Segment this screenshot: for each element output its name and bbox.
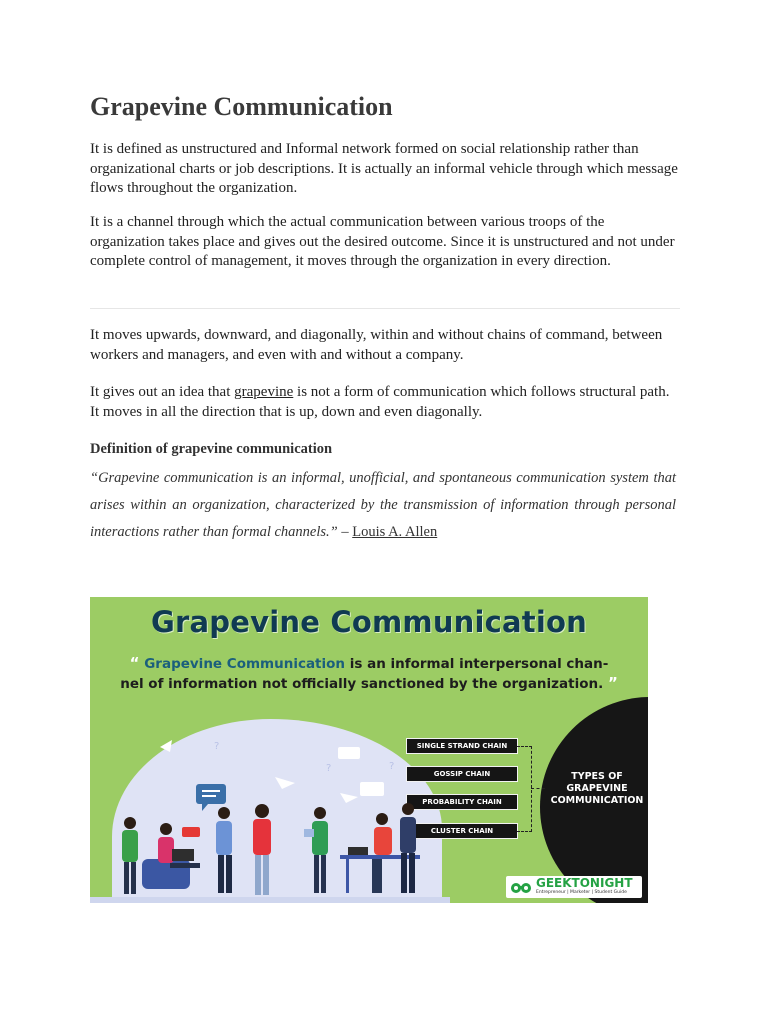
paragraph-4-text-end: is not a form of communication which follows structural path. It moves in all the direction that is up, down and even diagonally. bbox=[90, 384, 670, 420]
definition-quote bbox=[90, 465, 676, 546]
quote-highlight: Grapevine Communication bbox=[144, 656, 346, 672]
quote-close: ” bbox=[607, 674, 618, 692]
person-green bbox=[122, 817, 138, 894]
chain-probability: PROBABILITY CHAIN bbox=[406, 794, 518, 810]
divider bbox=[90, 308, 680, 309]
quote-rest: is an informal interpersonal chan- nel of information not officially sanctioned by the organization. bbox=[120, 656, 609, 692]
definition-quote-text: “Grapevine communication is an informal, unofficial, and spontaneous communication system that arises within an organization, characterized by the transmission of information through personal interactions rather than formal channels.” – bbox=[90, 470, 676, 540]
person-blue bbox=[216, 807, 232, 893]
author-link[interactable]: Louis A. Allen bbox=[352, 524, 438, 540]
paragraph-1: It is defined as unstructured and Informal network formed on social relationship rather than organizational charts or job descriptions. It is actually an informal vehicle through which message flows throughout the organization. bbox=[90, 141, 678, 196]
person-seated-table bbox=[348, 813, 392, 893]
definition-heading: Definition of grapevine communication bbox=[90, 441, 333, 457]
svg-text:?: ? bbox=[326, 763, 332, 774]
svg-text:?: ? bbox=[214, 741, 220, 752]
chain-cluster: CLUSTER CHAIN bbox=[406, 823, 518, 839]
quote-open: “ bbox=[129, 654, 140, 672]
svg-text:?: ? bbox=[389, 761, 395, 772]
person-standing-dark bbox=[400, 803, 416, 893]
chain-gossip: GOSSIP CHAIN bbox=[406, 766, 518, 782]
person-tablet bbox=[304, 807, 328, 893]
person-red bbox=[253, 804, 271, 895]
logo-name: GEEKTONIGHT bbox=[536, 876, 633, 890]
logo-tagline: Entrepreneur | Marketer | Student Guide bbox=[536, 890, 627, 895]
paragraph-2: It is a channel through which the actual communication between various troops of the organization takes place and gives out the desired outcome. Since it is unstructured and not under complete control of management, it moves through the organization in every direction. bbox=[90, 214, 675, 269]
people-illustration bbox=[90, 597, 648, 903]
grapevine-link[interactable]: grapevine bbox=[234, 384, 294, 400]
grapevine-infographic bbox=[90, 597, 648, 903]
page-title: Grapevine Communication bbox=[90, 92, 393, 121]
infographic-title: Grapevine Communication bbox=[151, 605, 587, 639]
paragraph-3: It moves upwards, downward, and diagonally, within and without chains of command, between workers and managers, and even with and without a company. bbox=[90, 327, 663, 363]
chain-single-strand: SINGLE STRAND CHAIN bbox=[406, 738, 518, 754]
message-icons bbox=[160, 740, 394, 837]
glasses-icon bbox=[510, 880, 532, 896]
paragraph-4-text-start: It gives out an idea that bbox=[90, 384, 235, 400]
paragraph-4 bbox=[90, 383, 680, 422]
types-label: TYPES OF GRAPEVINE COMMUNICATION bbox=[550, 771, 644, 806]
